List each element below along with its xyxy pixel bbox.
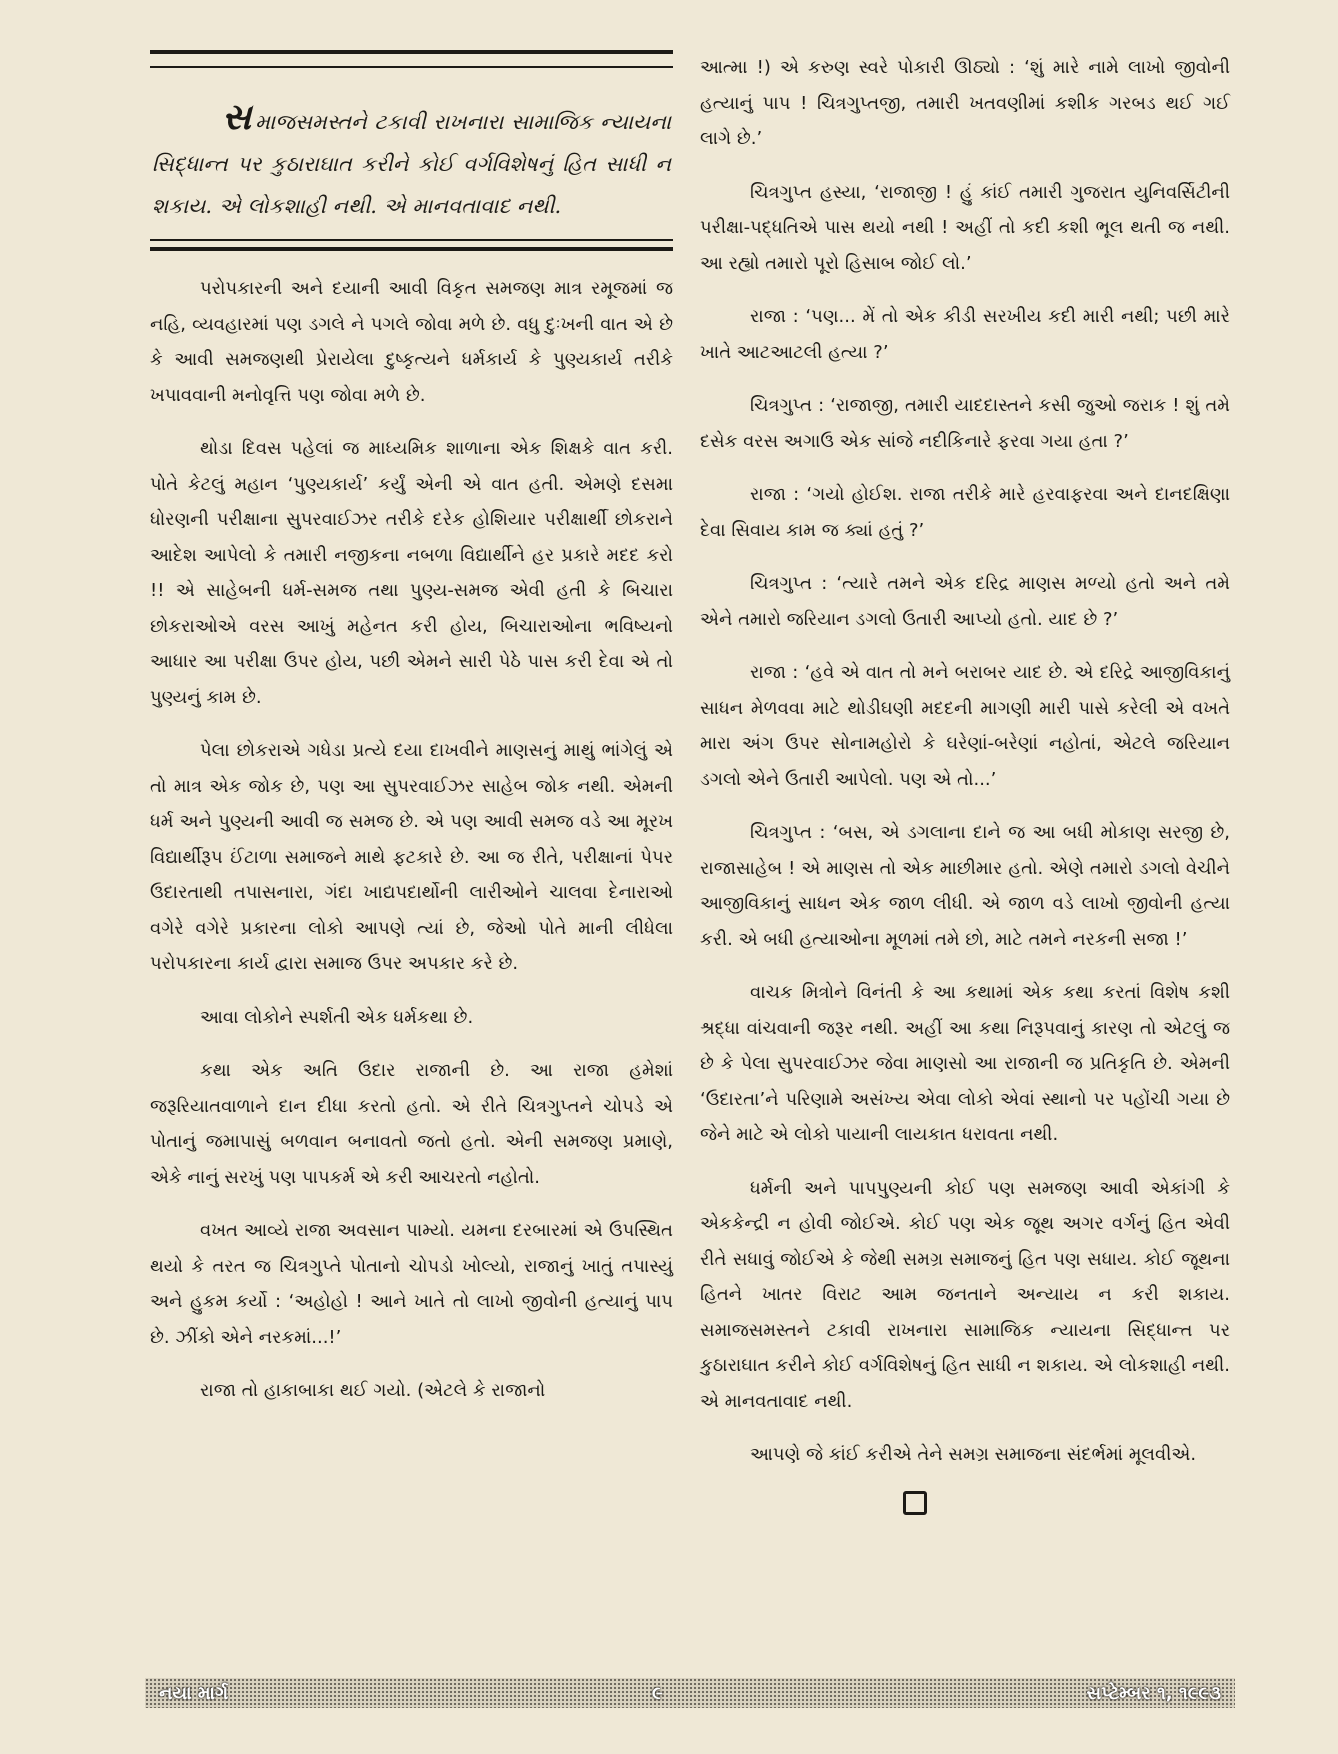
footer-page-number: ૯ — [652, 1682, 663, 1704]
paragraph: કથા એક અતિ ઉદાર રાજાની છે. આ રાજા હમેશાં જરૂરિયાતવાળાને દાન દીધા કરતો હતો. એ રીતે ચિત્રગુપ્તને ચોપડે એ પોતાનું જમાપાસું બળવાન બનાવતો જતો હતો. એની સમજણ પ્રમાણે, એકે નાનું સરખું પણ પાપકર્મ એ કરી આચરતો નહોતો. — [150, 1060, 673, 1188]
end-of-article-mark — [903, 1491, 927, 1515]
pullquote — [150, 96, 673, 227]
right-column — [700, 50, 1230, 1515]
paragraph: પરોપકારની અને દયાની આવી વિકૃત સમજણ માત્ર રમૂજમાં જ નહિ, વ્યવહારમાં પણ ડગલે ને પગલે જોવા મળે છે. વધુ દુઃખની વાત એ છે કે આવી સમજણથી પ્રેરાયેલા દુષ્કૃત્યને ધર્મકાર્ય કે પુણ્યકાર્ય તરીકે ખપાવવાની મનોવૃત્તિ પણ જોવા મળે છે. — [150, 278, 673, 406]
paragraph: આત્મા !) એ કરુણ સ્વરે પોકારી ઊઠ્યો : ‘શું મારે નામે લાખો જીવોની હત્યાનું પાપ ! ચિત્રગુપ્તજી, તમારી ખતવણીમાં કશીક ગરબડ થઈ ગઈ લાગે છે.’ — [700, 57, 1230, 149]
paragraph: ચિત્રગુપ્ત : ‘ત્યારે તમને એક દરિદ્ર માણસ મળ્યો હતો અને તમે એને તમારો જરિયાન ડગલો ઉતારી આપ્યો હતો. યાદ છે ?’ — [700, 573, 1230, 630]
paragraph: ધર્મની અને પાપપુણ્યની કોઈ પણ સમજણ આવી એકાંગી કે એકકેન્દ્રી ન હોવી જોઈએ. કોઈ પણ એક જૂથ અગર વર્ગનું હિત એવી રીતે સધાવું જોઈએ કે જેથી સમગ્ર સમાજનું હિત પણ સધાય. કોઈ જૂથના હિતને ખાતર વિરાટ આમ જનતાને અન્યાય ન કરી શકાય. સમાજસમસ્તને ટકાવી રાખનારા સામાજિક ન્યાયના સિદ્ધાન્ત પર કુઠારાઘાત કરીને કોઈ વર્ગવિશેષનું હિત સાધી ન શકાય. એ લોકશાહી નથી. એ માનવતાવાદ નથી. — [700, 1177, 1230, 1412]
footer-date: સપ્ટેમ્બર ૧, ૧૯૯૩ — [1086, 1682, 1221, 1704]
paragraph: પેલા છોકરાએ ગધેડા પ્રત્યે દયા દાખવીને માણસનું માથું ભાંગેલું એ તો માત્ર એક જોક છે, પણ આ સુપરવાઈઝર સાહેબ જોક નથી. એમની ધર્મ અને પુણ્યની આવી જ સમજ છે. એ પણ આવી સમજ વડે આ મૂરખ વિદ્યાર્થીરૂપ ઈંટાળા સમાજને માથે ફટકારે છે. આ જ રીતે, પરીક્ષાનાં પેપર ઉદારતાથી તપાસનારા, ગંદા ખાદ્યપદાર્થોની લારીઓને ચાલવા દેનારાઓ વગેરે વગેરે પ્રકારના લોકો આપણે ત્યાં છે, જેઓ પોતે માની લીધેલા પરોપકારના કાર્ય દ્વારા સમાજ ઉપર અપકાર કરે છે. — [150, 740, 673, 974]
paragraph: ચિત્રગુપ્ત હસ્યા, ‘રાજાજી ! હું કાંઈ તમારી ગુજરાત યુનિવર્સિટીની પરીક્ષા-પદ્ધતિએ પાસ થયો નથી ! અહીં તો કદી કશી ભૂલ થતી જ નથી. આ રહ્યો તમારો પૂરો હિસાબ જોઈ લો.’ — [700, 181, 1230, 274]
paragraph: રાજા : ‘હવે એ વાત તો મને બરાબર યાદ છે. એ દરિદ્રે આજીવિકાનું સાધન મેળવવા માટે થોડીઘણી મદદની માગણી મારી પાસે કરેલી એ વખતે મારા અંગ ઉપર સોનામહોરો કે ઘરેણાં-બરેણાં નહોતાં, એટલે જરિયાન ડગલો એને ઉતારી આપેલો. પણ એ તો...’ — [700, 662, 1230, 790]
paragraph: રાજા તો હાકાબાકા થઈ ગયો. (એટલે કે રાજાનો — [200, 1380, 546, 1401]
paragraph: ચિત્રગુપ્ત : ‘બસ, એ ડગલાના દાને જ આ બધી મોકાણ સરજી છે, રાજાસાહેબ ! એ માણસ તો એક માછીમાર હતો. એણે તમારો ડગલો વેચીને આજીવિકાનું સાધન એક જાળ લીધી. એ જાળ વડે લાખો જીવોની હત્યા કરી. એ બધી હત્યાઓના મૂળમાં તમે છો, માટે તમને નરકની સજા !’ — [700, 822, 1230, 950]
paragraph: થોડા દિવસ પહેલાં જ માધ્યમિક શાળાના એક શિક્ષકે વાત કરી. પોતે કેટલું મહાન ‘પુણ્યકાર્ય’ કર્યું એની એ વાત હતી. એમણે દસમા ધોરણની પરીક્ષાના સુપરવાઈઝર તરીકે દરેક હોશિયાર પરીક્ષાર્થી છોકરાને આદેશ આપેલો કે તમારી નજીકના નબળા વિદ્યાર્થીને હર પ્રકારે મદદ કરો !! એ સાહેબની ધર્મ-સમજ તથા પુણ્ય-સમજ એવી હતી કે બિચારા છોકરાઓએ વરસ આખું મહેનત કરી હોય, બિચારાઓના ભવિષ્યનો આધાર આ પરીક્ષા ઉપર હોય, પછી એમને સારી પેઠે પાસ કરી દેવા એ તો પુણ્યનું કામ છે. — [150, 438, 673, 708]
paragraph: ચિત્રગુપ્ત : ‘રાજાજી, તમારી યાદદાસ્તને કસી જુઓ જરાક ! શું તમે દસેક વરસ અગાઉ એક સાંજે નદીકિનારે ફરવા ગયા હતા ?’ — [700, 395, 1230, 452]
paragraph: આવા લોકોને સ્પર્શતી એક ધર્મકથા છે. — [200, 1006, 474, 1028]
paragraph: રાજા : ‘ગયો હોઈશ. રાજા તરીકે મારે હરવાફરવા અને દાનદક્ષિણા દેવા સિવાય કામ જ ક્યાં હતું ?’ — [700, 484, 1230, 541]
pullquote-text: માજસમસ્તને ટકાવી રાખનારા સામાજિક ન્યાયના સિદ્ધાન્ત પર કુઠારાઘાત કરીને કોઈ વર્ગવિશેષનું હિત સાધી ન શકાય. એ લોકશાહી નથી. એ માનવતાવાદ નથી. — [152, 110, 671, 218]
left-column — [150, 50, 673, 1427]
paragraph: વખત આવ્યે રાજા અવસાન પામ્યો. યમના દરબારમાં એ ઉપસ્થિત થયો કે તરત જ ચિત્રગુપ્તે પોતાનો ચોપડો ખોલ્યો, રાજાનું ખાતું તપાસ્યું અને હુકમ કર્યો : ‘અહોહો ! આને ખાતે તો લાખો જીવોની હત્યાનું પાપ છે. ઝીંકો એને નરકમાં...!’ — [150, 1220, 673, 1348]
paragraph: રાજા : ‘પણ... મેં તો એક કીડી સરખીય કદી મારી નથી; પછી મારે ખાતે આટઆટલી હત્યા ?’ — [700, 306, 1230, 363]
page-footer — [145, 1678, 1235, 1708]
pullquote-dropcap: સ — [222, 96, 252, 138]
footer-magazine-name: નયા માર્ગ — [159, 1682, 229, 1704]
paragraph: આપણે જે કાંઈ કરીએ તેને સમગ્ર સમાજના સંદર્ભમાં મૂલવીએ. — [750, 1444, 1197, 1465]
pullquote-bottom-rule — [150, 239, 673, 251]
pullquote-top-rule — [150, 50, 673, 68]
paragraph: વાચક મિત્રોને વિનંતી કે આ કથામાં એક કથા કરતાં વિશેષ કશી શ્રદ્ધા વાંચવાની જરૂર નથી. અહીં આ કથા નિરૂપવાનું કારણ તો એટલું જ છે કે પેલા સુપરવાઈઝર જેવા માણસો આ રાજાની જ પ્રતિકૃતિ છે. એમની ‘ઉદારતા’ને પરિણામે અસંખ્ય એવા લોકો એવાં સ્થાનો પર પહોંચી ગયા છે જેને માટે એ લોકો પાયાની લાયકાત ધરાવતા નથી. — [700, 982, 1230, 1145]
